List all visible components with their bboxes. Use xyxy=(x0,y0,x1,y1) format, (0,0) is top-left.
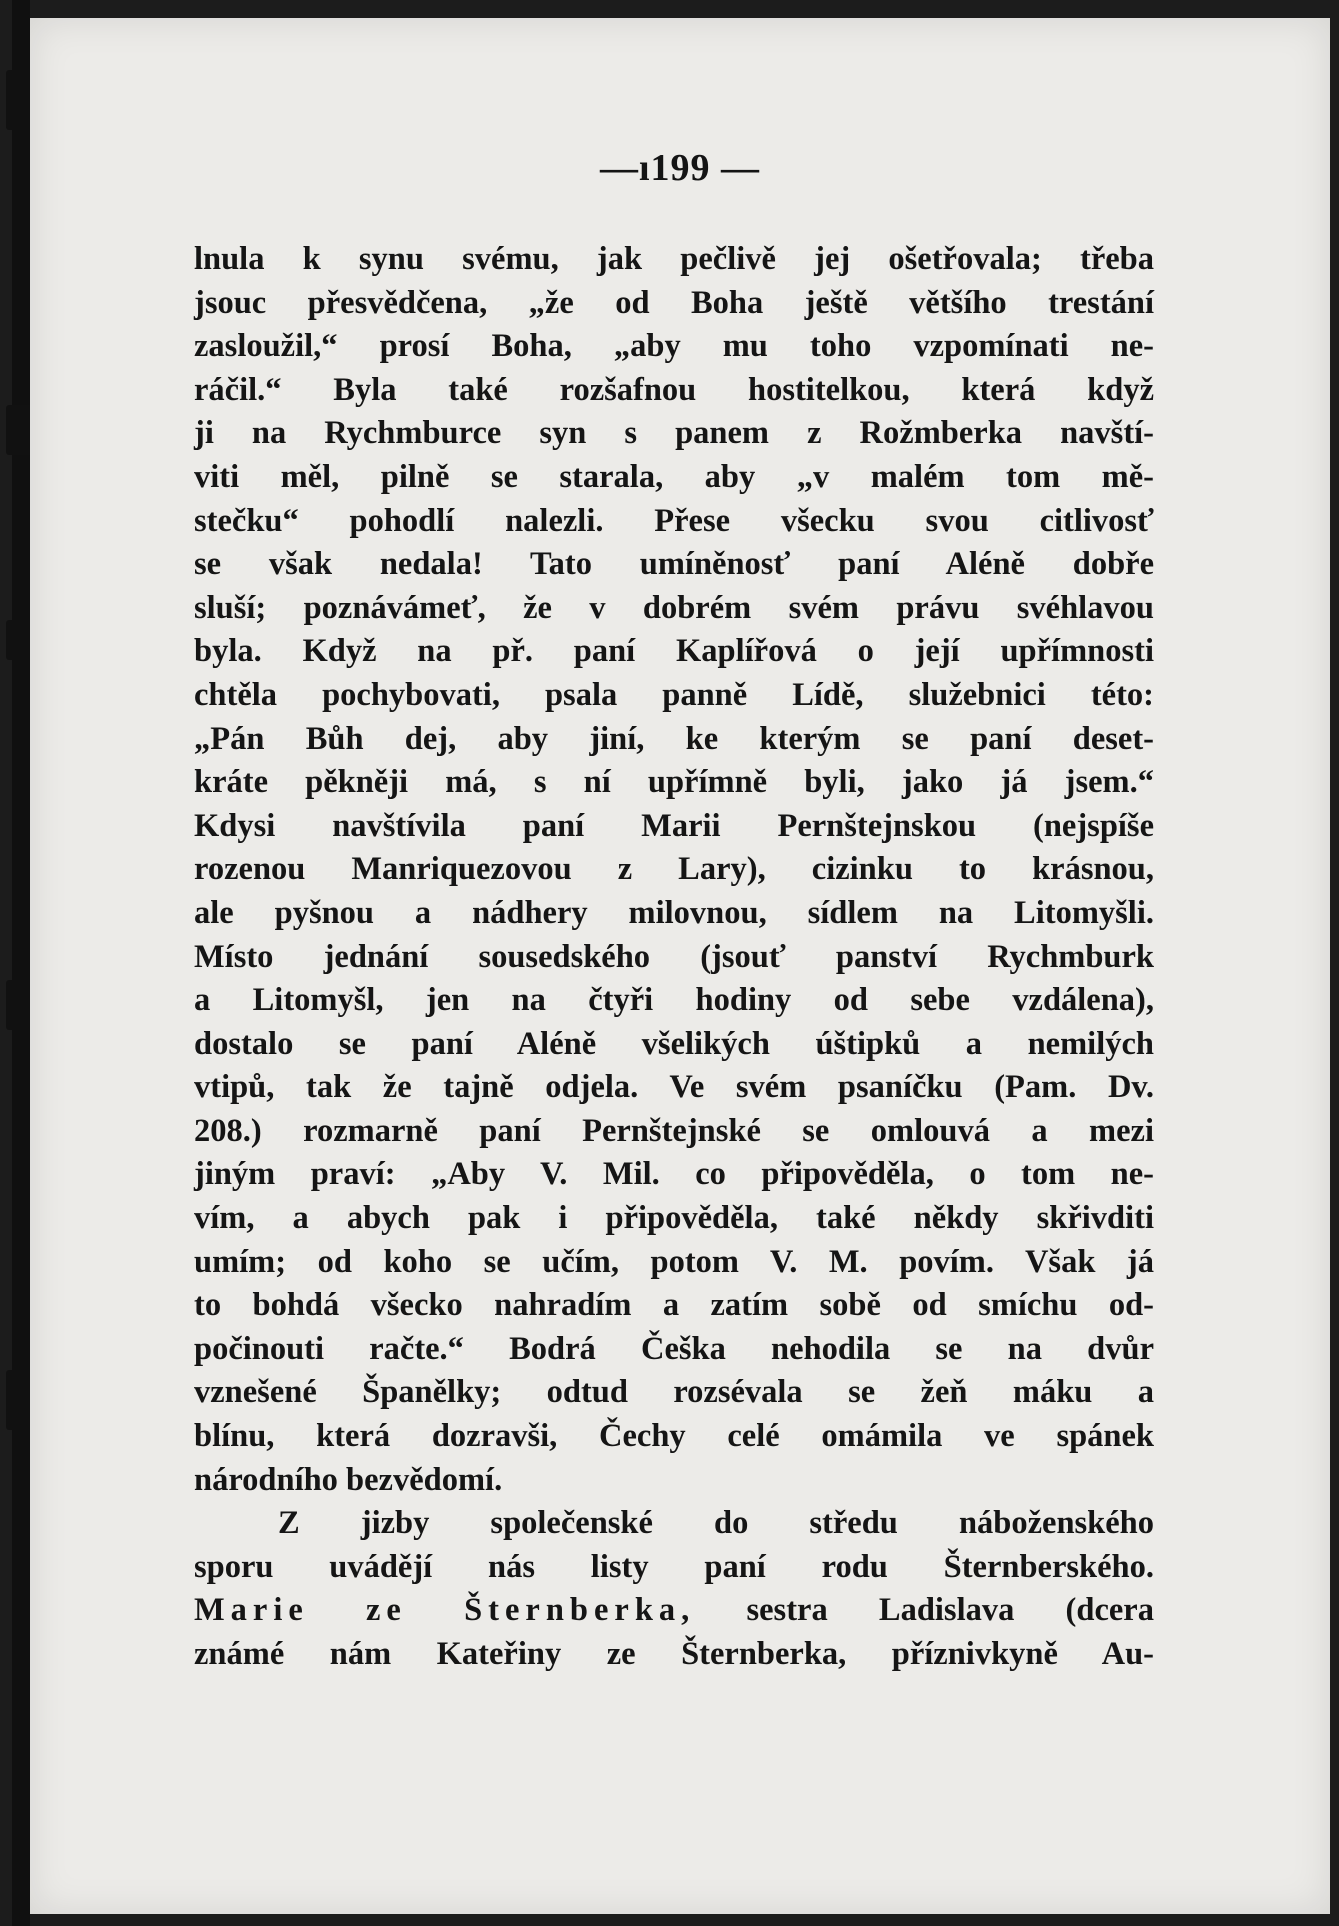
text-line: rozenou Manriquezovou z Lary), cizinku to krásnou, xyxy=(194,851,1154,888)
text-line: kráte pěkněji má, s ní upřímně byli, jako já jsem.“ xyxy=(194,764,1154,801)
text-line: Místo jednání sousedského (jsouť panství Rychmburk xyxy=(194,938,1154,975)
text-fragment: sestra Ladislava (dcera xyxy=(695,1592,1154,1629)
text-line: zasloužil,“ prosí Boha, „aby mu toho vzpomínati ne- xyxy=(194,328,1154,365)
text-line: vznešené Španělky; odtud rozsévala se žeň máku a xyxy=(194,1374,1154,1411)
text-line: počinouti račte.“ Bodrá Češka nehodila se na dvůr xyxy=(194,1330,1154,1367)
text-line: blínu, která dozravši, Čechy celé omámila ve spánek xyxy=(194,1418,1154,1455)
text-line: stečku“ pohodlí nalezli. Přese všecku svou citlivosť xyxy=(194,502,1154,539)
text-line: jiným praví: „Aby V. Mil. co připověděla, o tom ne- xyxy=(194,1156,1154,1193)
text-line: 208.) rozmarně paní Pernštejnské se omlouvá a mezi xyxy=(194,1112,1154,1149)
paragraph-start-line: Z jizby společenské do středu náboženského xyxy=(278,1505,1154,1542)
text-line: viti měl, pilně se starala, aby „v malém tom mě- xyxy=(194,458,1154,495)
text-line: a Litomyšl, jen na čtyři hodiny od sebe vzdálena), xyxy=(194,982,1154,1019)
text-line: „Pán Bůh dej, aby jiní, ke kterým se paní deset- xyxy=(194,720,1154,757)
text-line: Kdysi navštívila paní Marii Pernštejnskou (nejspíše xyxy=(194,807,1154,844)
book-page xyxy=(30,18,1330,1914)
text-line: ale pyšnou a nádhery milovnou, sídlem na Litomyšli. xyxy=(194,894,1154,931)
text-line: vtipů, tak že tajně odjela. Ve svém psaníčku (Pam. Dv. xyxy=(194,1069,1154,1106)
text-line: ji na Rychmburce syn s panem z Rožmberka navští- xyxy=(194,415,1154,452)
text-line: umím; od koho se učím, potom V. M. povím. Však já xyxy=(194,1243,1154,1280)
page-number: —ı199 — xyxy=(599,147,761,189)
text-line: ráčil.“ Byla také rozšafnou hostitelkou, která když xyxy=(194,371,1154,408)
text-line: dostalo se paní Aléně všelikých úštipků a nemilých xyxy=(194,1025,1154,1062)
text-line xyxy=(194,1589,1154,1633)
spaced-name: Marie ze Šternberka, xyxy=(194,1592,696,1629)
text-line: vím, a abych pak i připověděla, také někdy skřivditi xyxy=(194,1200,1154,1237)
binding-edge xyxy=(12,0,30,1926)
text-line: známé nám Kateřiny ze Šternberka, příznivkyně Au- xyxy=(194,1636,1154,1672)
text-line: jsouc přesvědčena, „že od Boha ještě většího trestání xyxy=(194,284,1154,321)
body-text xyxy=(194,238,1154,1677)
text-line: chtěla pochybovati, psala panně Lídě, služebnici této: xyxy=(194,676,1154,713)
text-line: to bohdá všecko nahradím a zatím sobě od smíchu od- xyxy=(194,1287,1154,1324)
text-line: národního bezvědomí. xyxy=(194,1461,503,1498)
text-line: se však nedala! Tato umíněnosť paní Aléně dobře xyxy=(194,546,1154,583)
text-line: lnula k synu svému, jak pečlivě jej ošetřovala; třeba xyxy=(194,241,1154,277)
text-line: byla. Když na př. paní Kaplířová o její upřímnosti xyxy=(194,633,1154,670)
text-line: sluší; poznávámeť, že v dobrém svém právu svéhlavou xyxy=(194,589,1154,626)
text-line: sporu uvádějí nás listy paní rodu Šternberského. xyxy=(194,1548,1154,1585)
